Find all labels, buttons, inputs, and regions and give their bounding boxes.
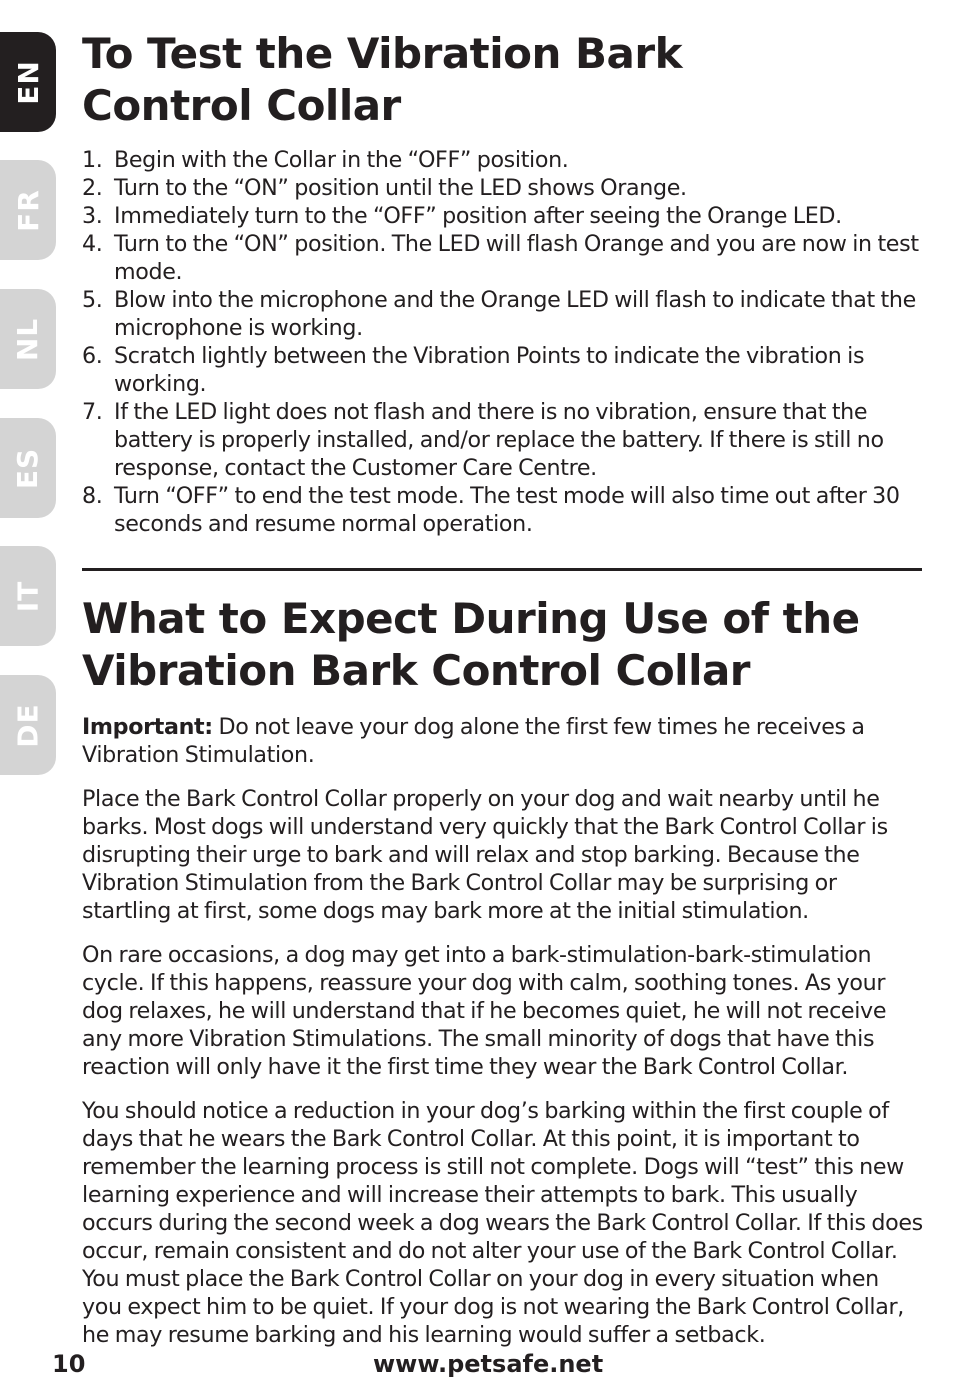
step-text: Turn to the “ON” position until the LED shows Orange. — [114, 175, 687, 201]
title-line: What to Expect During Use of the — [82, 594, 860, 643]
page-number: 10 — [52, 1350, 86, 1378]
step-number: 5. — [82, 287, 103, 313]
lang-tab-es[interactable] — [0, 418, 56, 518]
lang-tab-label: EN — [11, 59, 45, 105]
title-line: Vibration Bark Control Collar — [82, 646, 751, 695]
step-number: 2. — [82, 175, 103, 201]
list-item — [82, 398, 924, 482]
list-item — [82, 342, 924, 398]
step-text: Turn to the “ON” position. The LED will flash Orange and you are now in test mode. — [114, 231, 919, 285]
important-note — [82, 713, 924, 769]
step-text: Scratch lightly between the Vibration Points to indicate the vibration is working. — [114, 343, 865, 397]
lang-tab-it[interactable] — [0, 546, 56, 646]
list-item — [82, 174, 924, 202]
step-number: 8. — [82, 483, 103, 509]
body-paragraph: You should notice a reduction in your dog’s barking within the first couple of days that he wears the Bark Control Collar. At this point, it is important to remember the learning process is still not complete. Dogs will “test” this new learning experience and will increase their attempts to bark. This usually occurs during the second week a dog wears the Bark Control Collar. If this does occur, remain consistent and do not alter your use of the Bark Control Collar. You must place the Bark Control Collar on your dog in every situation when you expect him to be quiet. If your dog is not wearing the Bark Control Collar, he may resume barking and his learning would suffer a setback. — [82, 1098, 923, 1348]
important-label: Important: — [82, 714, 213, 740]
list-item — [82, 482, 924, 538]
lang-tab-label: NL — [11, 317, 45, 361]
page-footer — [0, 1350, 954, 1384]
step-text: Blow into the microphone and the Orange LED will flash to indicate that the microphone is working. — [114, 287, 916, 341]
step-number: 4. — [82, 231, 103, 257]
list-item — [82, 146, 924, 174]
section-divider — [82, 568, 922, 571]
step-number: 1. — [82, 147, 103, 173]
section-title-expect — [82, 593, 924, 697]
lang-tab-label: ES — [11, 447, 45, 489]
step-text: Turn “OFF” to end the test mode. The test mode will also time out after 30 seconds and resume normal operation. — [114, 483, 900, 537]
website-link[interactable]: www.petsafe.net — [373, 1350, 604, 1378]
lang-tab-en[interactable] — [0, 32, 56, 132]
lang-tab-label: DE — [11, 702, 45, 748]
body-paragraph: On rare occasions, a dog may get into a bark-stimulation-bark-stimulation cycle. If this happens, reassure your dog with calm, soothing tones. As your dog relaxes, he will understand that if he becomes quiet, he will not receive any more Vibration Stimulations. The small minority of dogs that have this reaction will only have it the first time they wear the Bark Control Collar. — [82, 942, 887, 1080]
step-number: 6. — [82, 343, 103, 369]
list-item — [82, 230, 924, 286]
list-item — [82, 202, 924, 230]
step-number: 7. — [82, 399, 103, 425]
step-text: Immediately turn to the “OFF” position after seeing the Orange LED. — [114, 203, 842, 229]
list-item — [82, 286, 924, 342]
title-line: Control Collar — [82, 81, 401, 130]
step-number: 3. — [82, 203, 103, 229]
lang-tab-nl[interactable] — [0, 289, 56, 389]
step-text: If the LED light does not flash and there is no vibration, ensure that the battery is properly installed, and/or replace the battery. If there is still no response, contact the Customer Care Centre. — [114, 399, 884, 481]
lang-tab-fr[interactable] — [0, 160, 56, 260]
test-steps-list — [82, 146, 924, 538]
lang-tab-de[interactable] — [0, 675, 56, 775]
body-paragraph: Place the Bark Control Collar properly on your dog and wait nearby until he barks. Most dogs will understand very quickly that the Bark Control Collar is disrupting their urge to bark and will relax and stop barking. Because the Vibration Stimulation from the Bark Control Collar may be surprising or startling at first, some dogs may bark more at the initial stimulation. — [82, 786, 888, 924]
important-text: Do not leave your dog alone the first few times he receives a Vibration Stimulation. — [82, 714, 865, 768]
lang-tab-label: IT — [11, 580, 45, 612]
lang-tab-label: FR — [11, 188, 45, 232]
section-title-test — [82, 28, 924, 132]
title-line: To Test the Vibration Bark — [82, 29, 683, 78]
step-text: Begin with the Collar in the “OFF” position. — [114, 147, 569, 173]
page-content — [82, 28, 924, 1365]
